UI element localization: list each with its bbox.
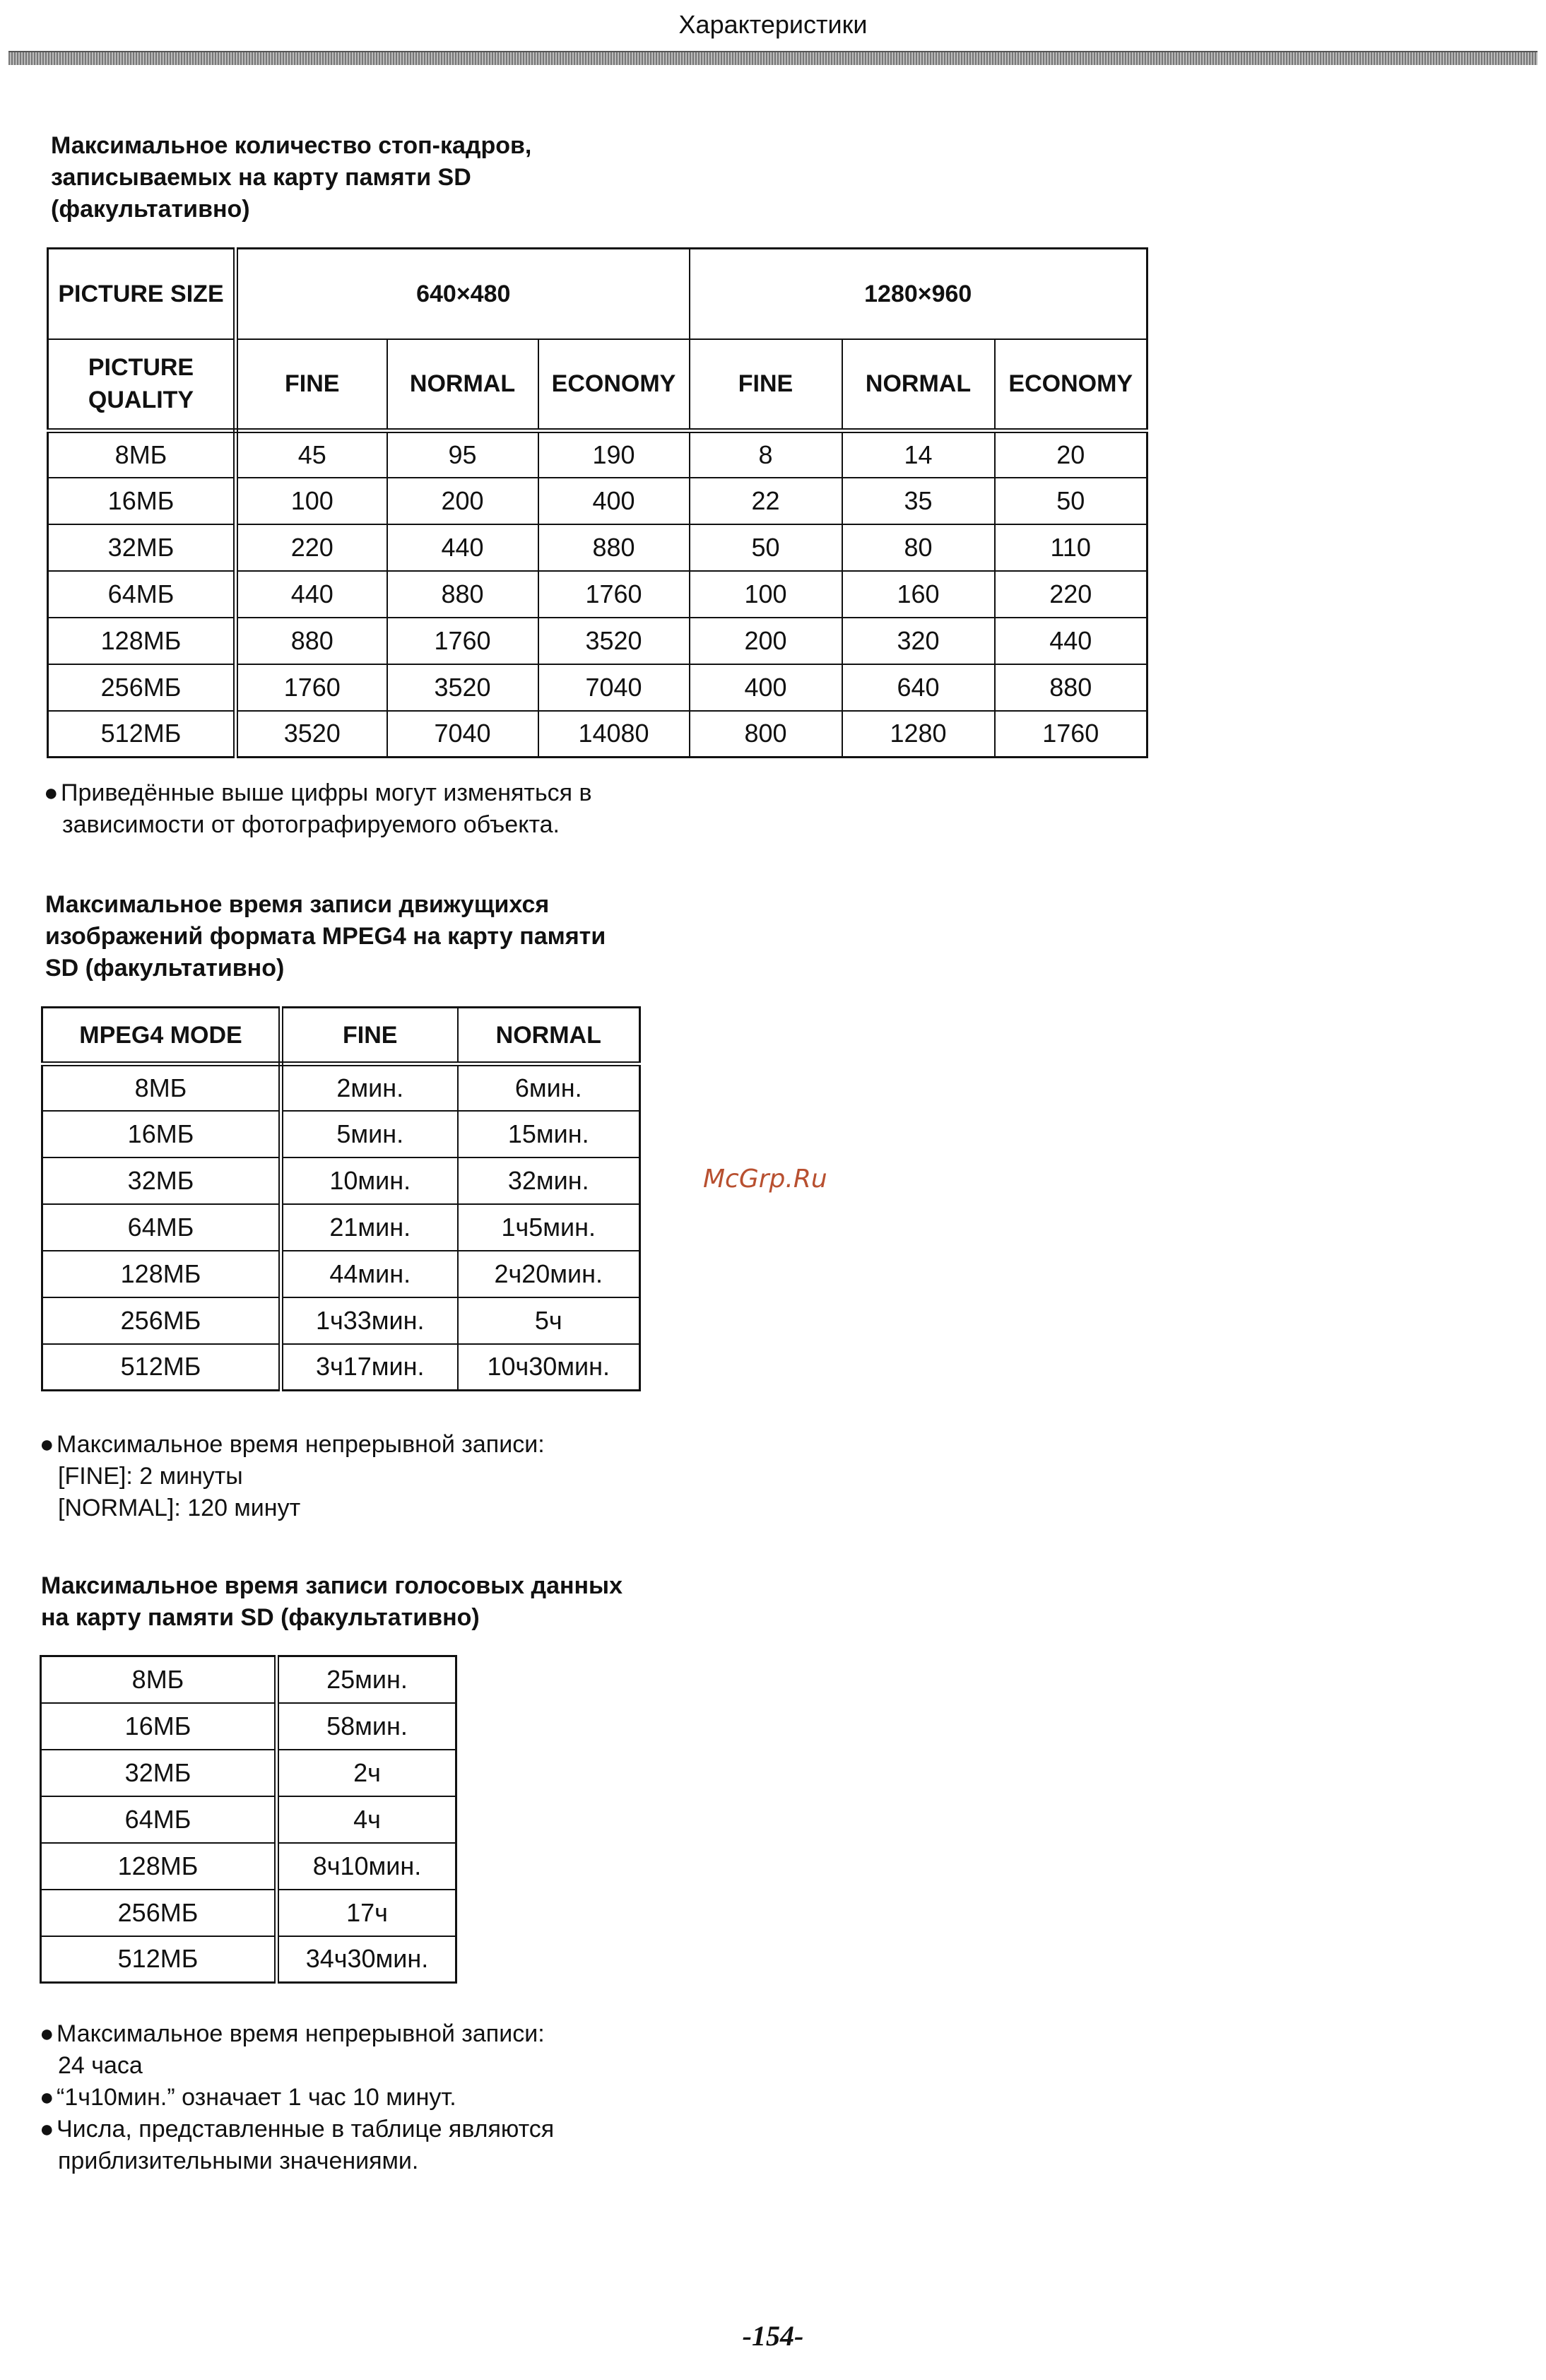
value-cell: 1760 [387, 618, 538, 664]
card-size-cell: 64МБ [41, 1796, 277, 1843]
title-line: записываемых на карту памяти SD [51, 164, 471, 191]
value-cell: 50 [995, 478, 1147, 524]
value-cell: 32мин. [458, 1157, 640, 1204]
page-header: Характеристики [678, 10, 868, 39]
section2-note [40, 1429, 545, 1524]
value-cell: 44мин. [281, 1251, 458, 1297]
table-row [48, 431, 1147, 478]
value-cell: 190 [538, 431, 690, 478]
value-cell: 2ч20мин. [458, 1251, 640, 1297]
card-size-cell: 256МБ [42, 1297, 281, 1344]
note-text: Максимальное время непрерывной записи: [57, 1431, 545, 1458]
bullet-icon: ● [40, 2020, 54, 2047]
card-size-cell: 16МБ [42, 1111, 281, 1157]
value-cell: 1ч33мин. [281, 1297, 458, 1344]
value-cell: 220 [995, 571, 1147, 618]
title-line: (факультативно) [51, 196, 250, 223]
section1-note [44, 777, 592, 841]
table-row [48, 711, 1147, 758]
voice-table [40, 1655, 457, 1984]
section2-title [45, 889, 606, 984]
table-row [48, 664, 1147, 711]
value-cell: 5ч [458, 1297, 640, 1344]
card-size-cell: 512МБ [48, 711, 236, 758]
normal-header: NORMAL [458, 1008, 640, 1064]
mpeg4-table [41, 1006, 641, 1391]
value-cell: 880 [236, 618, 387, 664]
value-cell: 4ч [277, 1796, 456, 1843]
quality-header: ECONOMY [995, 339, 1147, 431]
value-cell: 440 [236, 571, 387, 618]
note-text: [FINE]: 2 минуты [58, 1463, 243, 1490]
card-size-cell: 32МБ [42, 1157, 281, 1204]
value-cell: 3ч17мин. [281, 1344, 458, 1391]
mpeg4-mode-header: MPEG4 MODE [42, 1008, 281, 1064]
note-text: [NORMAL]: 120 минут [58, 1495, 301, 1521]
bullet-icon: ● [40, 1431, 54, 1458]
card-size-cell: 512МБ [42, 1344, 281, 1391]
value-cell: 34ч30мин. [277, 1936, 456, 1983]
section1-title [51, 130, 531, 225]
table-row [41, 1750, 456, 1796]
value-cell: 320 [842, 618, 995, 664]
quality-header: FINE [690, 339, 842, 431]
table-row [42, 1157, 640, 1204]
quality-header: FINE [236, 339, 387, 431]
watermark: McGrp.Ru [703, 1165, 827, 1194]
table-row [41, 1796, 456, 1843]
card-size-cell: 256МБ [48, 664, 236, 711]
value-cell: 17ч [277, 1890, 456, 1936]
card-size-cell: 16МБ [48, 478, 236, 524]
value-cell: 880 [995, 664, 1147, 711]
table-row [42, 1251, 640, 1297]
picture-size-label: PICTURE SIZE [48, 249, 236, 339]
table-row [42, 1064, 640, 1111]
value-cell: 7040 [538, 664, 690, 711]
value-cell: 5мин. [281, 1111, 458, 1157]
value-cell: 100 [236, 478, 387, 524]
value-cell: 15мин. [458, 1111, 640, 1157]
title-line: на карту памяти SD (факультативно) [41, 1604, 480, 1631]
card-size-cell: 64МБ [42, 1204, 281, 1251]
value-cell: 3520 [538, 618, 690, 664]
table-row [48, 524, 1147, 571]
value-cell: 440 [387, 524, 538, 571]
value-cell: 110 [995, 524, 1147, 571]
picture-quality-label: PICTURE QUALITY [48, 339, 236, 431]
card-size-cell: 8МБ [42, 1064, 281, 1111]
note-text: Приведённые выше цифры могут изменяться в [61, 779, 592, 806]
value-cell: 21мин. [281, 1204, 458, 1251]
quality-header: ECONOMY [538, 339, 690, 431]
card-size-cell: 128МБ [41, 1843, 277, 1890]
title-line: SD (факультативно) [45, 955, 285, 982]
section3-notes [40, 2018, 554, 2177]
note-text: зависимости от фотографируемого объекта. [62, 811, 560, 838]
card-size-cell: 512МБ [41, 1936, 277, 1983]
value-cell: 2ч [277, 1750, 456, 1796]
value-cell: 3520 [236, 711, 387, 758]
quality-header: NORMAL [842, 339, 995, 431]
value-cell: 14080 [538, 711, 690, 758]
value-cell: 45 [236, 431, 387, 478]
note-text: Числа, представленные в таблице являются [57, 2116, 555, 2143]
value-cell: 50 [690, 524, 842, 571]
value-cell: 95 [387, 431, 538, 478]
header-rule [8, 51, 1538, 65]
value-cell: 8 [690, 431, 842, 478]
value-cell: 80 [842, 524, 995, 571]
bullet-icon: ● [44, 779, 59, 806]
value-cell: 10ч30мин. [458, 1344, 640, 1391]
value-cell: 440 [995, 618, 1147, 664]
card-size-cell: 16МБ [41, 1703, 277, 1750]
table-row [42, 1204, 640, 1251]
card-size-cell: 8МБ [48, 431, 236, 478]
bullet-icon: ● [40, 2116, 54, 2143]
value-cell: 220 [236, 524, 387, 571]
card-size-cell: 64МБ [48, 571, 236, 618]
value-cell: 20 [995, 431, 1147, 478]
note-text: 24 часа [58, 2052, 143, 2079]
bullet-icon: ● [40, 2084, 54, 2111]
still-images-table [47, 247, 1148, 758]
table-row [48, 478, 1147, 524]
table-row [42, 1111, 640, 1157]
table-row [42, 1344, 640, 1391]
card-size-cell: 8МБ [41, 1656, 277, 1703]
value-cell: 400 [538, 478, 690, 524]
value-cell: 35 [842, 478, 995, 524]
value-cell: 640 [842, 664, 995, 711]
table-row [41, 1936, 456, 1983]
value-cell: 880 [387, 571, 538, 618]
value-cell: 1760 [236, 664, 387, 711]
table-row [41, 1656, 456, 1703]
card-size-cell: 32МБ [48, 524, 236, 571]
table-row [41, 1703, 456, 1750]
value-cell: 400 [690, 664, 842, 711]
table-row [48, 571, 1147, 618]
title-line: Максимальное время записи движущихся [45, 891, 550, 918]
card-size-cell: 128МБ [48, 618, 236, 664]
value-cell: 14 [842, 431, 995, 478]
value-cell: 8ч10мин. [277, 1843, 456, 1890]
card-size-cell: 32МБ [41, 1750, 277, 1796]
page-number: -154- [742, 2320, 804, 2352]
value-cell: 100 [690, 571, 842, 618]
card-size-cell: 128МБ [42, 1251, 281, 1297]
value-cell: 6мин. [458, 1064, 640, 1111]
value-cell: 25мин. [277, 1656, 456, 1703]
fine-header: FINE [281, 1008, 458, 1064]
value-cell: 1280 [842, 711, 995, 758]
title-line: изображений формата MPEG4 на карту памяти [45, 923, 606, 950]
title-line: Максимальное количество стоп-кадров, [51, 132, 532, 159]
value-cell: 1ч5мин. [458, 1204, 640, 1251]
card-size-cell: 256МБ [41, 1890, 277, 1936]
value-cell: 58мин. [277, 1703, 456, 1750]
quality-header: NORMAL [387, 339, 538, 431]
note-text: приблизительными значениями. [58, 2148, 419, 2174]
value-cell: 160 [842, 571, 995, 618]
table-row [48, 618, 1147, 664]
value-cell: 22 [690, 478, 842, 524]
value-cell: 2мин. [281, 1064, 458, 1111]
value-cell: 3520 [387, 664, 538, 711]
table-row [42, 1297, 640, 1344]
note-text: “1ч10мин.” означает 1 час 10 минут. [57, 2084, 456, 2111]
value-cell: 7040 [387, 711, 538, 758]
table-row [41, 1843, 456, 1890]
size-640-header: 640×480 [236, 249, 690, 339]
value-cell: 1760 [538, 571, 690, 618]
value-cell: 10мин. [281, 1157, 458, 1204]
section3-title [41, 1570, 622, 1634]
value-cell: 200 [387, 478, 538, 524]
note-text: Максимальное время непрерывной записи: [57, 2020, 545, 2047]
value-cell: 880 [538, 524, 690, 571]
title-line: Максимальное время записи голосовых данных [41, 1572, 623, 1599]
size-1280-header: 1280×960 [690, 249, 1147, 339]
value-cell: 200 [690, 618, 842, 664]
value-cell: 1760 [995, 711, 1147, 758]
value-cell: 800 [690, 711, 842, 758]
table-row [41, 1890, 456, 1936]
